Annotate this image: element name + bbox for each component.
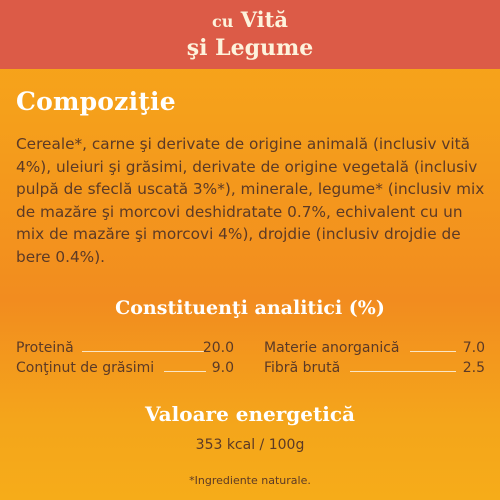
leader-line (164, 371, 206, 372)
energy-heading: Valoare energetică (145, 402, 355, 426)
header-banner (0, 0, 500, 69)
nutrient-value: 7.0 (462, 340, 485, 356)
title-prefix: cu (212, 12, 234, 31)
title-line2: şi Legume (186, 35, 314, 61)
leader-line (82, 351, 208, 352)
nutrient-value: 2.5 (462, 360, 485, 376)
product-title (0, 7, 500, 61)
nutrient-label: Materie anorganică (264, 340, 400, 356)
nutrient-row-protein (16, 338, 234, 358)
composition-text: Cereale*, carne şi derivate de origine animală (inclusiv vită 4%), uleiuri şi grăsimi, derivate de origine vegetală (inclusiv pulpă de sfeclă uscată 3%*), minerale, legume* (inclusiv mix de mazăre şi morcovi deshidratate 0.7%, echivalent cu un mix de mazăre şi morcovi 4%), drojdie (inclusiv drojdie de bere 0.4%). (16, 135, 485, 266)
nutrient-row-fibre (264, 358, 485, 378)
energy-value: 353 kcal / 100g (195, 437, 305, 453)
nutrient-label: Fibră brută (264, 360, 341, 376)
nutrient-value: 9.0 (211, 360, 234, 376)
leader-line (410, 351, 456, 352)
composition-heading: Compoziţie (16, 87, 176, 116)
nutrient-value: 20.0 (202, 340, 234, 356)
leader-line (350, 371, 456, 372)
nutrient-row-ash (264, 338, 485, 358)
nutrient-row-fat (16, 358, 234, 378)
title-main: Vită (240, 7, 288, 32)
nutrient-label: Proteină (16, 340, 74, 356)
nutrient-label: Conţinut de grăsimi (16, 360, 155, 376)
footnote: *Ingrediente naturale. (189, 474, 311, 487)
analytical-heading: Constituenţi analitici (%) (115, 297, 385, 319)
